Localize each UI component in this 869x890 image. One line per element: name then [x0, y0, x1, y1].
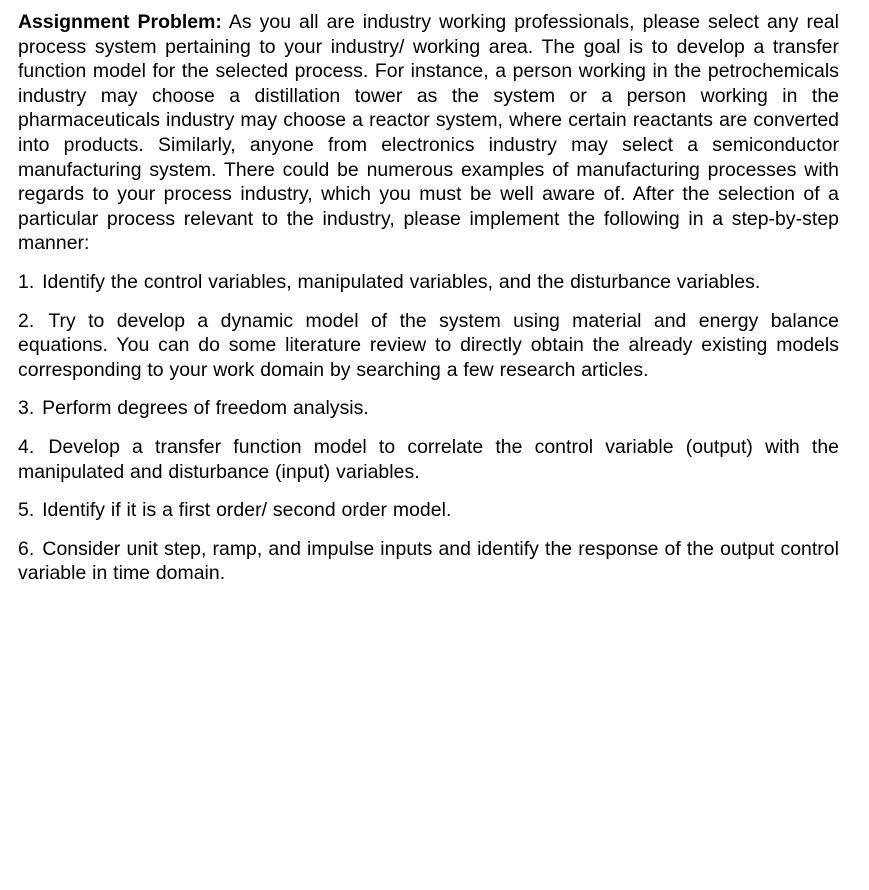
step-number: 2. — [18, 309, 35, 332]
step-number: 4. — [18, 435, 35, 458]
step-text: Consider unit step, ramp, and impulse inputs and identify the response of the output control variable in time domain. — [18, 537, 839, 585]
step-text: Identify if it is a first order/ second order model. — [42, 499, 452, 522]
step-number: 1. — [18, 270, 35, 293]
step-text: Perform degrees of freedom analysis. — [42, 397, 369, 420]
step-item-4 — [18, 435, 839, 484]
step-number: 3. — [18, 397, 35, 420]
step-text: Identify the control variables, manipulated variables, and the disturbance variables. — [42, 270, 761, 293]
step-item-6 — [18, 537, 839, 586]
step-item-1 — [18, 270, 839, 295]
step-number: 5. — [18, 499, 35, 522]
step-item-3 — [18, 396, 839, 421]
step-number: 6. — [18, 537, 35, 560]
assignment-lead-label: Assignment Problem: — [18, 11, 222, 33]
step-item-5 — [18, 498, 839, 523]
step-text: Develop a transfer function model to correlate the control variable (output) with the manipulated and disturbance (input) variables. — [18, 435, 839, 483]
assignment-intro-paragraph — [18, 10, 839, 256]
assignment-intro-text: As you all are industry working professionals, please select any real process system pertaining to your industry/ working area. The goal is to develop a transfer function model for the selected process. For instance, a person working in the petrochemicals industry may choose a distillation tower as the system or a person working in the pharmaceuticals industry may choose a reactor system, where certain reactants are converted into products. Similarly, anyone from electronics industry may select a semiconductor manufacturing system. There could be numerous examples of manufacturing processes with regards to your process industry, which you must be well aware of. After the selection of a particular process relevant to the industry, please implement the following in a step-by-step manner: — [18, 11, 839, 255]
step-item-2 — [18, 309, 839, 383]
step-text: Try to develop a dynamic model of the system using material and energy balance equations. You can do some literature review to directly obtain the already existing models corresponding to your work domain by searching a few research articles. — [18, 309, 839, 381]
